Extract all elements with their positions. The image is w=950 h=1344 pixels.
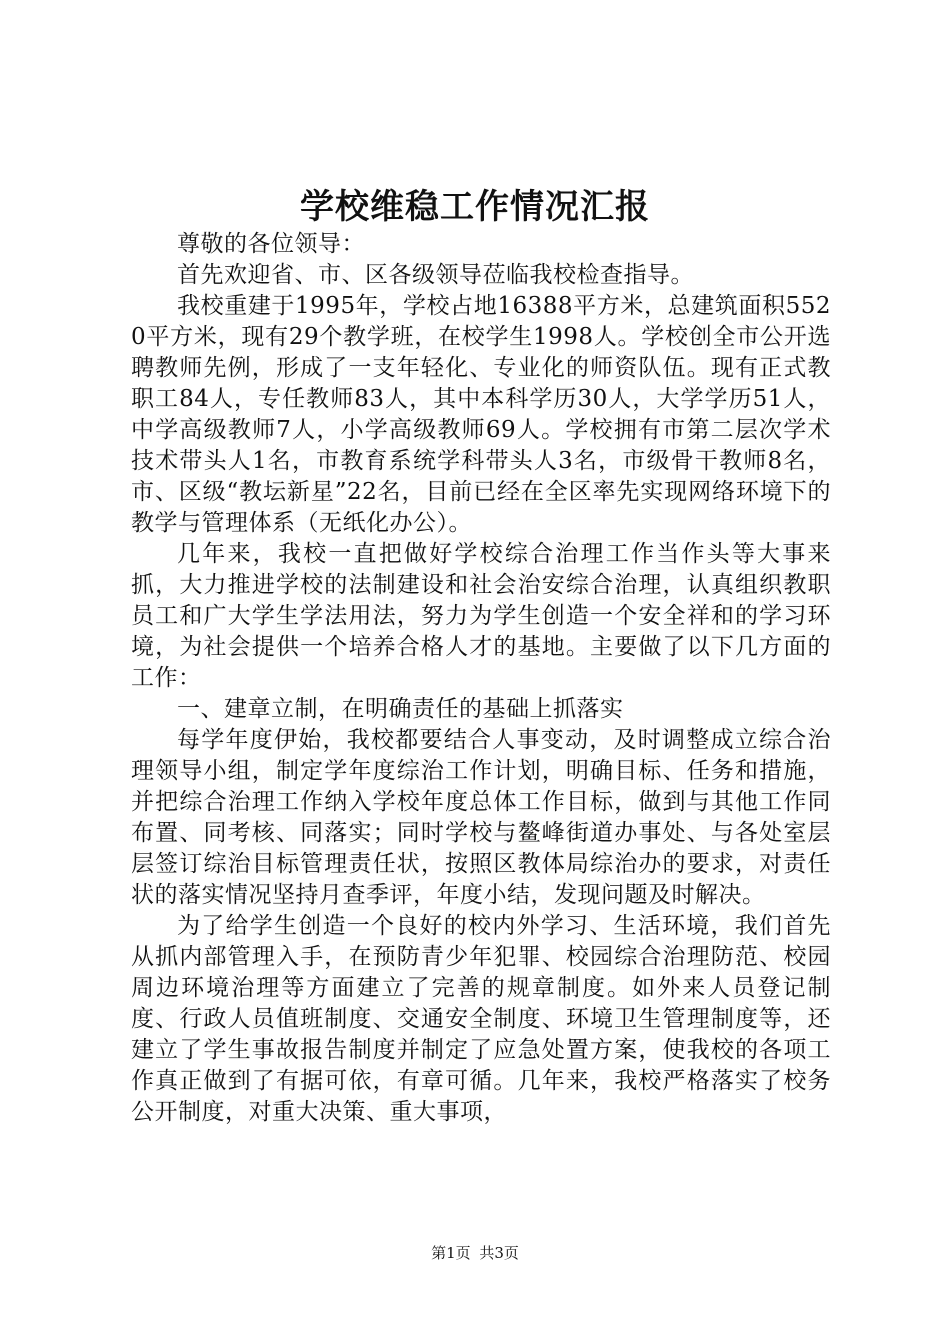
- page-total: 共3页: [479, 1244, 519, 1262]
- paragraph-school-overview: 我校重建于1995年，学校占地16388平方米，总建筑面积5520平方米，现有29个教学班，在校学生1998人。学校创全市公开选聘教师先例，形成了一支年轻化、专业化的师资队伍。现有正式教职工84人，专任教师83人，其中本科学历30人，大学学历51人，中学高级教师7人，小学高级教师69人。学校拥有市第二层次学术技术带头人1名，市教育系统学科带头人3名，市级骨干教师8名，市、区级“教坛新星”22名，目前已经在全区率先实现网络环境下的教学与管理体系（无纸化办公）。: [131, 293, 831, 536]
- paragraph-salutation: 尊敬的各位领导：: [177, 231, 365, 257]
- document-title: 学校维稳工作情况汇报: [300, 187, 650, 227]
- page-number: 第1页: [431, 1244, 471, 1262]
- page-footer: [0, 1243, 950, 1263]
- section-heading-1: 一、建章立制，在明确责任的基础上抓落实: [177, 696, 624, 722]
- paragraph-work-intro: 几年来，我校一直把做好学校综合治理工作当作头等大事来抓，大力推进学校的法制建设和社会治安综合治理，认真组织教职员工和广大学生学法用法，努力为学生创造一个安全祥和的学习环境，为社会提供一个培养合格人才的基地。主要做了以下几方面的工作：: [131, 541, 831, 691]
- document-body: [131, 229, 831, 1128]
- paragraph-welcome: 首先欢迎省、市、区各级领导莅临我校检查指导。: [177, 262, 694, 288]
- paragraph-responsibility: 每学年度伊始，我校都要结合人事变动，及时调整成立综合治理领导小组，制定学年度综治工作计划，明确目标、任务和措施，并把综合治理工作纳入学校年度总体工作目标，做到与其他工作同布置、同考核、同落实；同时学校与鳌峰街道办事处、与各处室层层签订综治目标管理责任状，按照区教体局综治办的要求，对责任状的落实情况坚持月查季评，年度小结，发现问题及时解决。: [131, 727, 831, 908]
- paragraph-management: 为了给学生创造一个良好的校内外学习、生活环境，我们首先从抓内部管理入手，在预防青少年犯罪、校园综合治理防范、校园周边环境治理等方面建立了完善的规章制度。如外来人员登记制度、行政人员值班制度、交通安全制度、环境卫生管理制度等，还建立了学生事故报告制度并制定了应急处置方案，使我校的各项工作真正做到了有据可依，有章可循。几年来，我校严格落实了校务公开制度，对重大决策、重大事项，: [131, 913, 831, 1125]
